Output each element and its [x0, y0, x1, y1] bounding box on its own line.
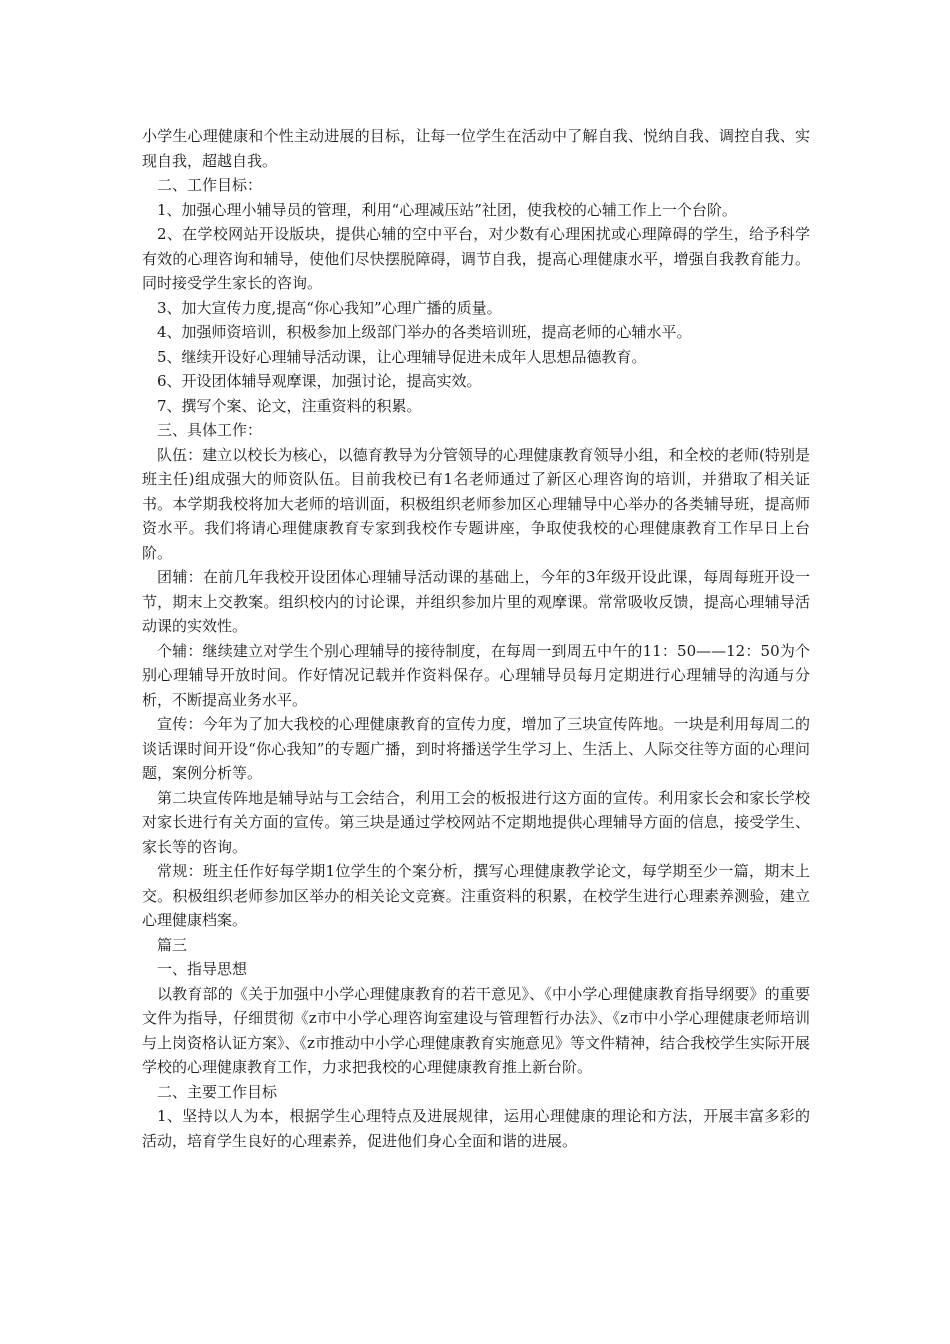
paragraph: 7、撰写个案、论文，注重资料的积累。 [157, 396, 422, 415]
paragraph: 队伍：建立以校长为核心，以德育教导为分管领导的心理健康教育领导小组，和全校的老师(特别是班主任)组成强大的师资队伍。目前我校已有1名老师通过了新区心理咨询的培训，并猎取了相关证书。本学期我校将加大老师的培训面，积极组织老师参加区心理辅导中心举办的各类辅导班，提高师资水平。我们将请心理健康教育专家到我校作专题讲座，争取使我校的心理健康教育工作早日上台阶。 [142, 445, 810, 562]
paragraph: 三、具体工作： [157, 421, 263, 439]
paragraph: 以教育部的《关于加强中小学心理健康教育的若干意见》、《中小学心理健康教育指导纲要》的重要文件为指导，仔细贯彻《z市中小学心理咨询室建设与管理暂行办法》、《z市中小学心理健康老师培训与上岗资格认证方案》、《z市推动中小学心理健康教育实施意见》等文件精神，结合我校学生实际开展学校的心理健康教育工作，力求把我校的心理健康教育推上新台阶。 [142, 984, 810, 1076]
paragraph: 第二块宣传阵地是辅导站与工会结合，利用工会的板报进行这方面的宣传。利用家长会和家长学校对家长进行有关方面的宣传。第三块是通过学校网站不定期地提供心理辅导方面的信息，接受学生、家长等的咨询。 [142, 788, 810, 856]
paragraph: 二、主要工作目标 [157, 1082, 278, 1101]
paragraph: 1、加强心理小辅导员的管理，利用“心理减压站”社团，使我校的心辅工作上一个台阶。 [157, 200, 737, 219]
document-body [142, 124, 810, 1153]
paragraph: 3、加大宣传力度,提高“你心我知”心理广播的质量。 [157, 298, 502, 317]
paragraph: 二、工作目标： [157, 176, 263, 194]
paragraph: 小学生心理健康和个性主动进展的目标，让每一位学生在活动中了解自我、悦纳自我、调控自我、实现自我，超越自我。 [142, 127, 810, 170]
paragraph: 5、继续开设好心理辅导活动课，让心理辅导促进未成年人思想品德教育。 [157, 347, 647, 366]
paragraph: 常规：班主任作好每学期1位学生的个案分析，撰写心理健康教学论文，每学期至少一篇，期末上交。积极组织老师参加区举办的相关论文竞赛。注重资料的积累，在校学生进行心理素养测验，建立心理健康档案。 [142, 862, 810, 929]
paragraph: 2、在学校网站开设版块，提供心辅的空中平台，对少数有心理困扰或心理障碍的学生，给予科学有效的心理咨询和辅导，使他们尽快摆脱障碍，调节自我，提高心理健康水平，增强自我教育能力。同时接受学生家长的咨询。 [142, 225, 810, 292]
paragraph: 1、坚持以人为本，根据学生心理特点及进展规律，运用心理健康的理论和方法，开展丰富多彩的活动，培育学生良好的心理素养，促进他们身心全面和谐的进展。 [142, 1107, 810, 1150]
paragraph: 一、指导思想 [157, 960, 248, 978]
paragraph: 个辅：继续建立对学生个别心理辅导的接待制度，在每周一到周五中午的11：50——12：50为个别心理辅导开放时间。作好情况记载并作资料保存。心理辅导员每月定期进行心理辅导的沟通与分析，不断提高业务水平。 [142, 641, 810, 709]
paragraph: 4、加强师资培训，积极参加上级部门举办的各类培训班，提高老师的心辅水平。 [157, 323, 692, 341]
paragraph: 团辅：在前几年我校开设团体心理辅导活动课的基础上，今年的3年级开设此课，每周每班开设一节，期末上交教案。组织校内的讨论课，并组织参加片里的观摩课。常常吸收反馈，提高心理辅导活动课的实效性。 [142, 568, 810, 635]
paragraph: 6、开设团体辅导观摩课，加强讨论，提高实效。 [157, 372, 482, 390]
paragraph: 篇三 [157, 935, 188, 954]
paragraph: 宣传：今年为了加大我校的心理健康教育的宣传力度，增加了三块宣传阵地。一块是利用每周二的谈话课时间开设“你心我知”的专题广播，到时将播送学生学习上、生活上、人际交往等方面的心理问题，案例分析等。 [142, 715, 810, 782]
